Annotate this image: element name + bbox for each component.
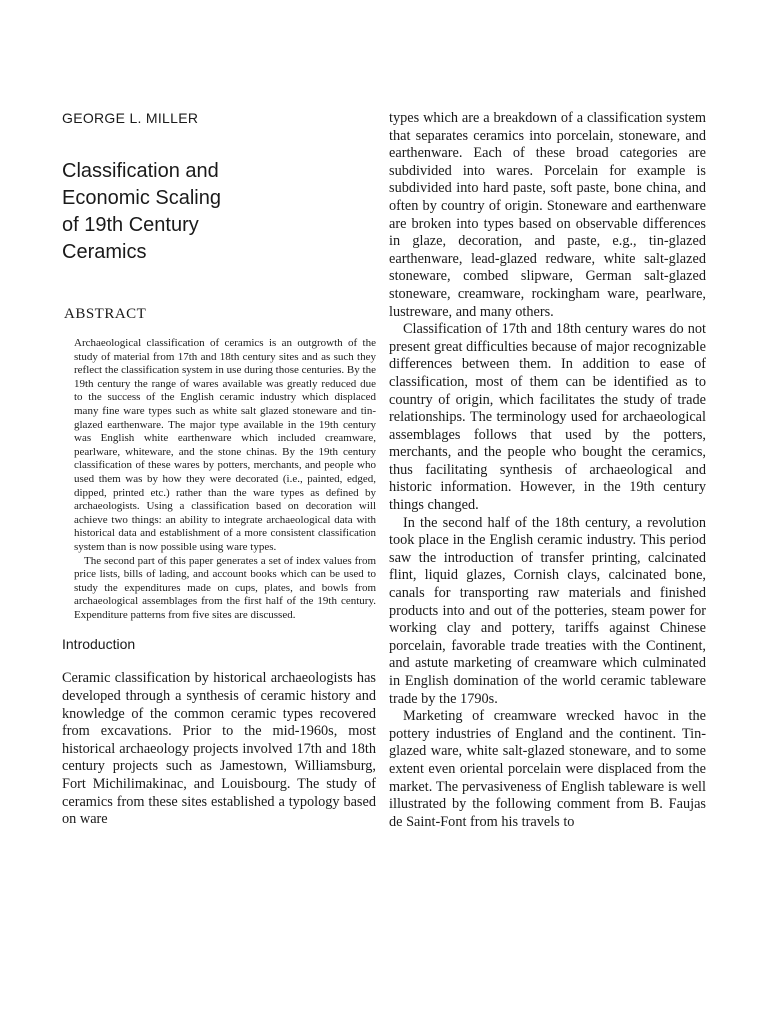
- title-line: Classification and: [62, 160, 219, 182]
- title-line: of 19th Century: [62, 214, 199, 236]
- abstract-paragraph: The second part of this paper generates a set of index values from price lists, bills of lading, and account books which can be used to study the expenditures made on cups, plates, and bowls from archaeological assemblages from the first half of the 19th century. Expenditure patterns from five sites are discussed.: [74, 554, 376, 621]
- paper-title: [62, 158, 376, 266]
- abstract-paragraph: Archaeological classification of ceramics is an outgrowth of the study of material from 17th and 18th century sites and as such they reflect the classification system in use during those centuries. By the 19th century the range of wares available was greatly reduced due to the success of the English ceramic industry which displaced many fine ware types such as white salt glazed stoneware and tin-glazed earthenware. The major type available in the 19th century was English white earthenware which included creamware, pearlware, whiteware, and the stone chinas. By the 19th century classification of these wares by potters, merchants, and people who used them was by how they were decorated (i.e., painted, edged, dipped, printed etc.) rather than the ware types as defined by archaeologists. Using a classification based on decoration will achieve two things: an ability to integrate archaeological data with historical data and establishment of a more consistent classification system than is now possible using ware types.: [74, 337, 376, 553]
- body-paragraph: types which are a breakdown of a classification system that separates ceramics into porcelain, stoneware, and earthenware. Each of these broad categories are subdivided into wares. Porcelain for example is subdivided into hard paste, soft paste, bone china, and often by country of origin. Stoneware and earthenware are broken into types based on observable differences in glaze, decoration, and paste, e.g., tin-glazed earthenware, lead-glazed redware, white salt-glazed stoneware, combed slipware, German salt-glazed stoneware, creamware, rockingham ware, pearlware, lustreware, and many others.: [389, 110, 706, 320]
- body-paragraph: Classification of 17th and 18th century wares do not present great difficulties because of major recognizable differences between them. In addition to ease of classification, most of them can be identified as to country of origin, which facilitates the study of trade relationships. The terminology used for archaeological assemblages follows that used by the potters, merchants, and the people who bought the ceramics, thus facilitating synthesis of archaeological and historic information. However, in the 19th century things changed.: [389, 321, 706, 514]
- abstract-heading: ABSTRACT: [64, 306, 147, 322]
- introduction-body: [62, 670, 376, 828]
- author-name: GEORGE L. MILLER: [62, 110, 199, 126]
- abstract-body: [74, 337, 376, 622]
- title-line: Ceramics: [62, 241, 147, 263]
- introduction-heading: Introduction: [62, 636, 136, 653]
- body-paragraph: Ceramic classification by historical archaeologists has developed through a synthesis of ceramic history and knowledge of the common ceramic types recovered from excavations. Prior to the mid-1960s, most historical archaeology projects involved 17th and 18th century projects such as Jamestown, Williamsburg, Fort Michilimakinac, and Louisbourg. The study of ceramics from these sites established a typology based on ware: [62, 670, 376, 828]
- right-column: [389, 110, 706, 831]
- title-line: Economic Scaling: [62, 187, 221, 209]
- left-column: [62, 110, 376, 829]
- body-paragraph: In the second half of the 18th century, a revolution took place in the English ceramic industry. This period saw the introduction of transfer printing, calcinated flint, liquid glazes, Cornish clays, calcinated bone, canals for transporting raw materials and finished products into and out of the potteries, steam power for working clay and pottery, tariffs against Chinese porcelain, favorable trade treaties with the Continent, and astute marketing of creamware which culminated in English domination of the world ceramic tableware trade by the 1790s.: [389, 514, 706, 707]
- body-paragraph: Marketing of creamware wrecked havoc in the pottery industries of England and the continent. Tin-glazed ware, white salt-glazed stoneware, and to some extent even oriental porcelain were displaced from the market. The pervasiveness of English tableware is well illustrated by the following comment from B. Faujas de Saint-Font from his travels to: [389, 708, 706, 830]
